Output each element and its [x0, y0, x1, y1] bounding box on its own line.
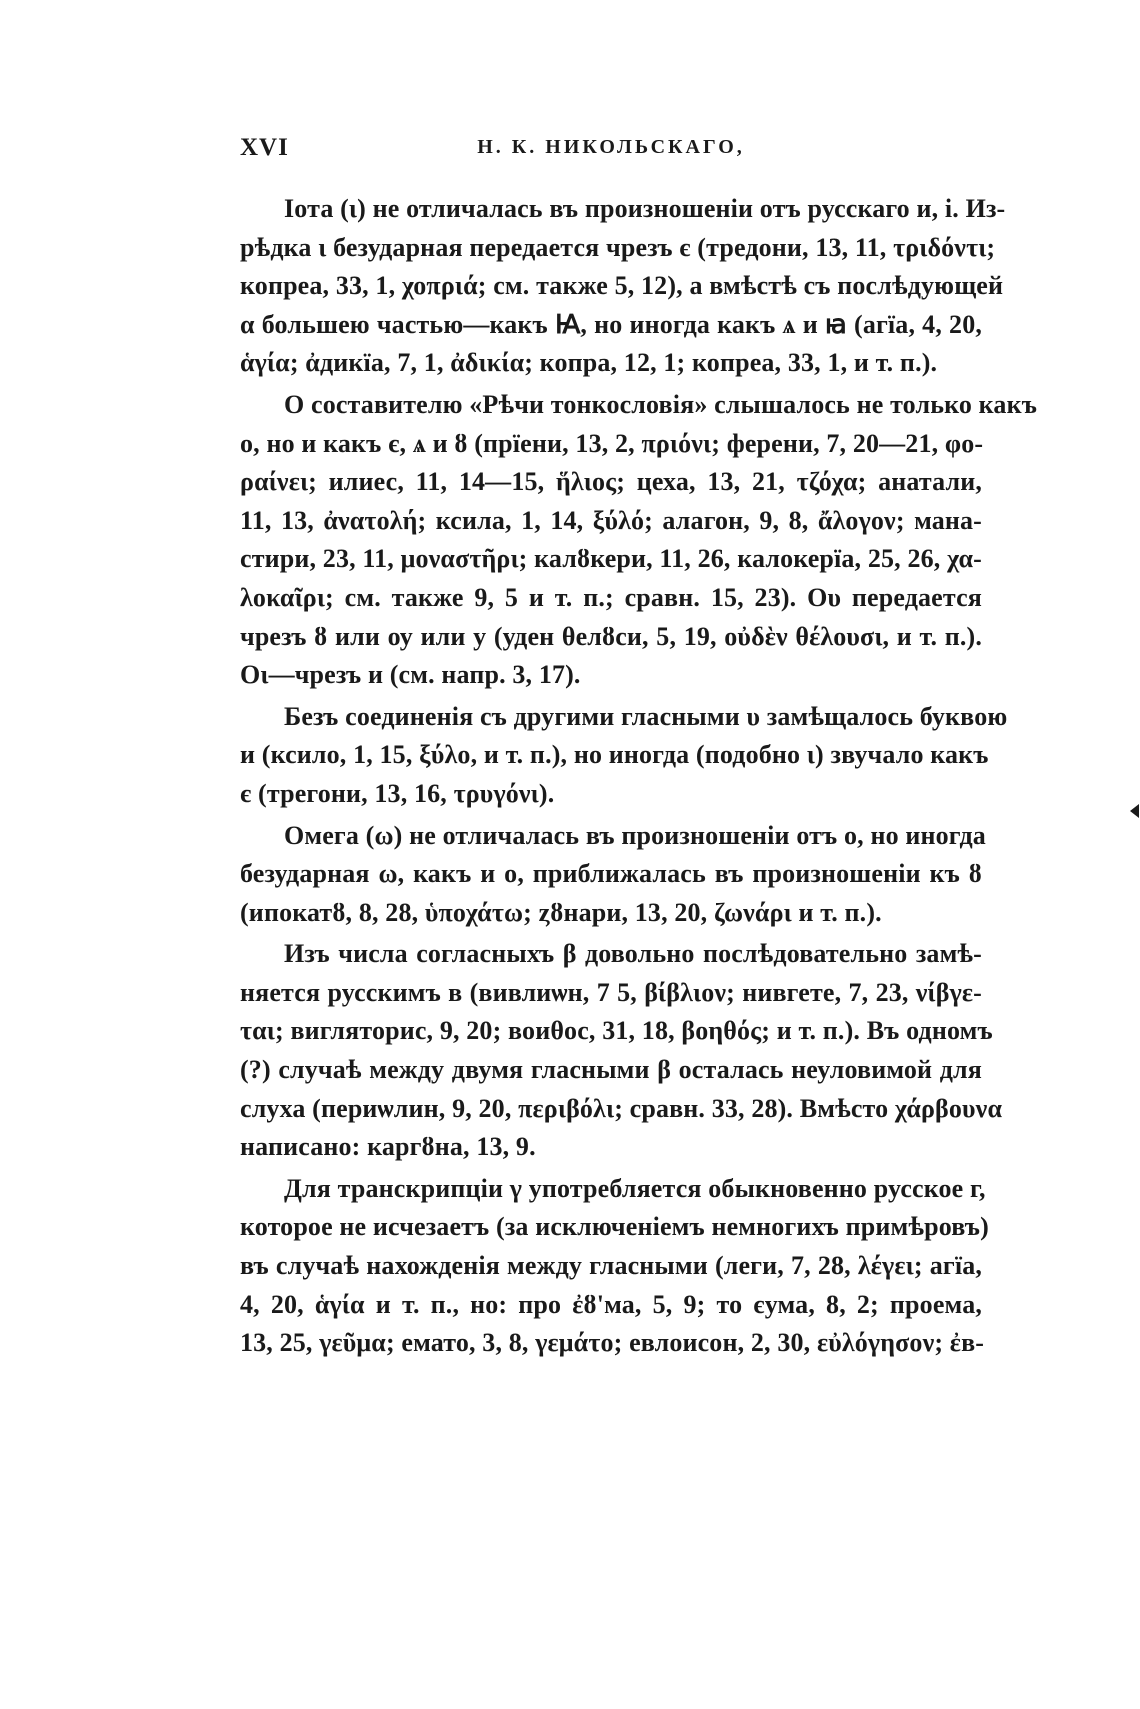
text-line: (?) случаѣ между двумя гласными β осталась неуловимой для [240, 1055, 982, 1085]
text-line: ραίνει; илиес, 11, 14—15, ἥλιος; цеха, 13, 21, τζόχα; анатали, [240, 467, 982, 497]
text-line: написано: каргȣна, 13, 9. [240, 1132, 536, 1162]
text-line: Іота (ι) не отличалась въ произношеніи отъ русскаго и, і. Из- [284, 194, 1006, 223]
text-line: копреа, 33, 1, χοπριά; см. также 5, 12), а вмѣстѣ съ послѣдующей [240, 271, 1004, 301]
text-line: є (трегони, 13, 16, τρυγόνι). [240, 778, 555, 808]
paragraph [240, 935, 1003, 1167]
paragraph [240, 698, 1008, 814]
text-line: которое не исчезаетъ (за исключеніемъ немногихъ примѣровъ) [240, 1212, 989, 1242]
text-line: Изъ числа согласныхъ β довольно послѣдовательно замѣ- [284, 939, 982, 969]
text-line: 13, 25, γεῦμα; емато, 3, 8, γεμάτο; евлоисон, 2, 30, εὐλόγησον; ἐв- [240, 1328, 985, 1358]
text-line: стири, 23, 11, μοναστῆρι; калȣкери, 11, 26, калокерїа, 25, 26, χα- [240, 544, 982, 574]
text-line: чрезъ ȣ или оу или у (уден θелȣси, 5, 19, οὐδὲν θέλουσι, и т. п.). [240, 621, 982, 651]
margin-arrow-icon [1130, 804, 1139, 818]
paragraph [240, 1170, 989, 1363]
text-line: 4, 20, ἁγία и т. п., но: про ἐȣ'ма, 5, 9; то єума, 8, 2; проема, [240, 1289, 982, 1319]
running-title: Н. К. НИКОЛЬСКАГО, [477, 136, 745, 158]
text-line: Омега (ω) не отличалась въ произношеніи отъ о, но иногда [284, 820, 986, 850]
text-line: α большею частью—какъ Ꙗ, но иногда какъ ѧ и ꙗ (агїа, 4, 20, [240, 309, 982, 339]
text-line: Безъ соединенія съ другими гласными υ замѣщалось буквою [284, 701, 1008, 731]
page-number: XVI [240, 134, 289, 161]
text-line: рѣдка ι безударная передается чрезъ є (тредони, 13, 11, τριδόντι; [240, 232, 996, 262]
paragraph [240, 386, 1038, 695]
text-line: (ипокатȣ, 8, 28, ὑποχάτω; ȥȣнари, 13, 20, ζωνάρι и т. п.). [240, 897, 882, 927]
text-line: Для транскрипціи γ употребляется обыкновенно русское г, [284, 1173, 986, 1203]
text-line: слуха (периѡлин, 9, 20, περιβόλι; сравн. 33, 28). Вмѣсто χάρβουνα [240, 1093, 1003, 1123]
text-line: ἁγία; ἀдикїа, 7, 1, ἀδικία; копра, 12, 1; копреа, 33, 1, и т. п.). [240, 348, 938, 378]
text-line: въ случаѣ нахожденія между гласными (леги, 7, 28, λέγει; агїа, [240, 1251, 982, 1281]
text-line: няется русскимъ в (вивлиѡн, 7 5, βίβλιον; нивгете, 7, 23, νίβγε- [240, 977, 982, 1007]
text-line: Οι—чрезъ и (см. напр. 3, 17). [240, 660, 581, 690]
text-line: о, но и какъ є, ѧ и ȣ (прїени, 13, 2, πριόνι; ферени, 7, 20—21, φο- [240, 428, 984, 458]
paragraph [240, 190, 1006, 383]
body-text [240, 190, 1038, 1366]
text-line: λοκαῖρι; см. также 9, 5 и т. п.; сравн. 15, 23). Оυ передается [240, 582, 982, 612]
page-header [240, 134, 982, 174]
paragraph [240, 817, 986, 933]
text-line: О составителю «Рѣчи тонкословія» слышалось не только какъ [284, 389, 1038, 419]
text-line: и (ксило, 1, 15, ξύλο, и т. п.), но иногда (подобно ι) звучало какъ [240, 740, 989, 770]
text-line: ται; вигляторис, 9, 20; воиθос, 31, 18, βοηθός; и т. п.). Въ одномъ [240, 1016, 993, 1046]
text-line: 11, 13, ἀνατολή; ксила, 1, 14, ξύλό; алагон, 9, 8, ἄλογον; мана- [240, 505, 982, 535]
text-line: безударная ω, какъ и о, приближалась въ произношеніи къ ȣ [240, 859, 982, 889]
